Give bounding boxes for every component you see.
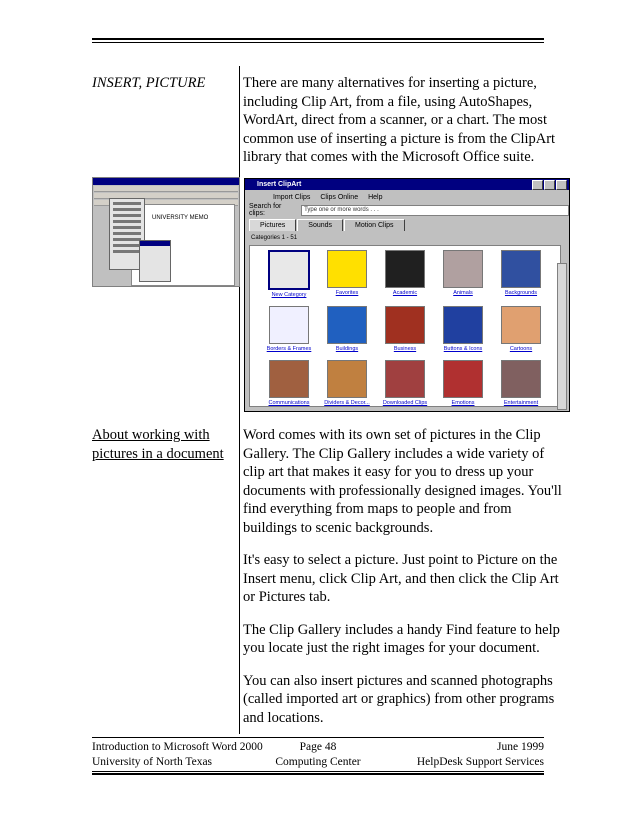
category-thumbnail-icon: [327, 250, 367, 288]
footer-page: Page 48: [299, 741, 337, 753]
close-icon[interactable]: [556, 180, 567, 190]
category-label: Animals: [453, 290, 473, 296]
category-grid: [260, 250, 550, 406]
category-item[interactable]: [434, 250, 492, 298]
maximize-icon[interactable]: [544, 180, 555, 190]
category-item[interactable]: [376, 306, 434, 352]
footer-course: Introduction to Microsoft Word 2000: [92, 741, 263, 753]
category-label: Dividers & Decor...: [324, 400, 370, 406]
category-label: Buttons & Icons: [443, 346, 483, 352]
top-rule-thin: [92, 42, 544, 43]
paragraph: The Clip Gallery includes a handy Find feature to help you locate just the right images for your document.: [243, 621, 560, 656]
picture-submenu: [139, 240, 171, 282]
help-button[interactable]: Help: [368, 193, 383, 201]
dialog-title: Insert ClipArt: [257, 181, 302, 188]
category-thumbnail-icon: [327, 360, 367, 398]
dialog-tabs: [245, 219, 569, 231]
category-thumbnail-icon: [269, 306, 309, 344]
category-label: Downloaded Clips: [382, 400, 428, 406]
bottom-rule-thin: [92, 771, 544, 772]
category-label: Emotions: [451, 400, 475, 406]
tab-pictures[interactable]: Pictures: [249, 219, 296, 231]
search-label: Search for clips:: [249, 203, 282, 217]
footer-rule: [92, 737, 544, 738]
category-thumbnail-icon: [501, 360, 541, 398]
category-item[interactable]: [434, 306, 492, 352]
category-grid-area: [249, 245, 561, 407]
category-label: Entertainment: [503, 400, 539, 406]
category-thumbnail-icon: [268, 250, 310, 290]
word-menu-screenshot: [92, 177, 240, 287]
category-thumbnail-icon: [443, 360, 483, 398]
scrollbar[interactable]: [557, 263, 567, 410]
paragraph: It's easy to select a picture. Just point to Picture on the Insert menu, click Clip Art, and then click the Clip Art or Pictures tab.: [243, 552, 559, 605]
category-item[interactable]: [434, 360, 492, 406]
category-thumbnail-icon: [443, 250, 483, 288]
footer-helpdesk: HelpDesk Support Services: [416, 756, 544, 768]
category-item[interactable]: [260, 306, 318, 352]
category-item[interactable]: [492, 360, 550, 406]
category-label: Favorites: [335, 290, 359, 296]
category-thumbnail-icon: [501, 250, 541, 288]
footer-date: June 1999: [497, 741, 544, 753]
footer-center: Computing Center: [275, 756, 361, 768]
word-title-bar: [93, 178, 239, 185]
dialog-toolbar: [245, 190, 569, 204]
category-thumbnail-icon: [501, 306, 541, 344]
category-label: Backgrounds: [504, 290, 538, 296]
column-divider: [239, 66, 240, 734]
category-thumbnail-icon: [327, 306, 367, 344]
category-thumbnail-icon: [443, 306, 483, 344]
tab-sounds[interactable]: Sounds: [297, 219, 343, 231]
category-item[interactable]: [260, 250, 318, 298]
insert-clipart-dialog: [244, 178, 570, 412]
section-heading-insert-picture: INSERT, PICTURE: [92, 75, 206, 91]
category-item[interactable]: [492, 250, 550, 298]
category-label: Cartoons: [509, 346, 533, 352]
footer-university: University of North Texas: [92, 756, 213, 768]
category-item[interactable]: [318, 250, 376, 298]
category-label: Buildings: [335, 346, 359, 352]
section-text-insert-picture: There are many alternatives for inserting a picture, including Clip Art, from a file, using AutoShapes, WordArt, direct from a scanner, or a chart. The most common use of inserting a picture is from the ClipArt library that comes with the Microsoft Office suite.: [243, 75, 556, 165]
minimize-icon[interactable]: [532, 180, 543, 190]
category-item[interactable]: [318, 360, 376, 406]
category-thumbnail-icon: [385, 250, 425, 288]
category-label: Academic: [392, 290, 418, 296]
category-label: Borders & Frames: [266, 346, 312, 352]
category-item[interactable]: [492, 306, 550, 352]
word-doc-text: UNIVERSITY MEMO: [152, 215, 209, 221]
category-thumbnail-icon: [385, 360, 425, 398]
footer: [92, 740, 544, 770]
category-label: Business: [393, 346, 417, 352]
category-thumbnail-icon: [385, 306, 425, 344]
bottom-rule-thick: [92, 773, 544, 775]
word-menu-bar: [94, 186, 238, 192]
import-clips-button[interactable]: Import Clips: [273, 193, 311, 201]
paragraph: Word comes with its own set of pictures in the Clip Gallery. The Clip Gallery includes a wide variety of clip art that makes it easy for you to dress up your documents with professionally designed images. You'll find everything from maps to people and from buildings to scenic backgrounds.: [243, 427, 562, 536]
category-item[interactable]: [376, 360, 434, 406]
clips-online-button[interactable]: Clips Online: [320, 193, 359, 201]
dialog-title-bar: [245, 179, 569, 190]
categories-count: Categories 1 - 51: [251, 235, 298, 241]
tab-motion-clips[interactable]: Motion Clips: [344, 219, 405, 231]
paragraph: You can also insert pictures and scanned photographs (called imported art or graphics) from other programs and locations.: [243, 672, 555, 726]
search-input[interactable]: Type one or more words . . .: [301, 205, 569, 216]
category-item[interactable]: [318, 306, 376, 352]
section-heading-about-pictures: About working with pictures in a document: [92, 427, 224, 462]
category-label: Communications: [268, 400, 310, 406]
category-thumbnail-icon: [269, 360, 309, 398]
category-item[interactable]: [260, 360, 318, 406]
category-item[interactable]: [376, 250, 434, 298]
search-row: [245, 204, 569, 216]
category-label: New Category: [271, 292, 307, 298]
top-rule-thick: [92, 38, 544, 40]
section-text-about-pictures: [243, 426, 563, 741]
